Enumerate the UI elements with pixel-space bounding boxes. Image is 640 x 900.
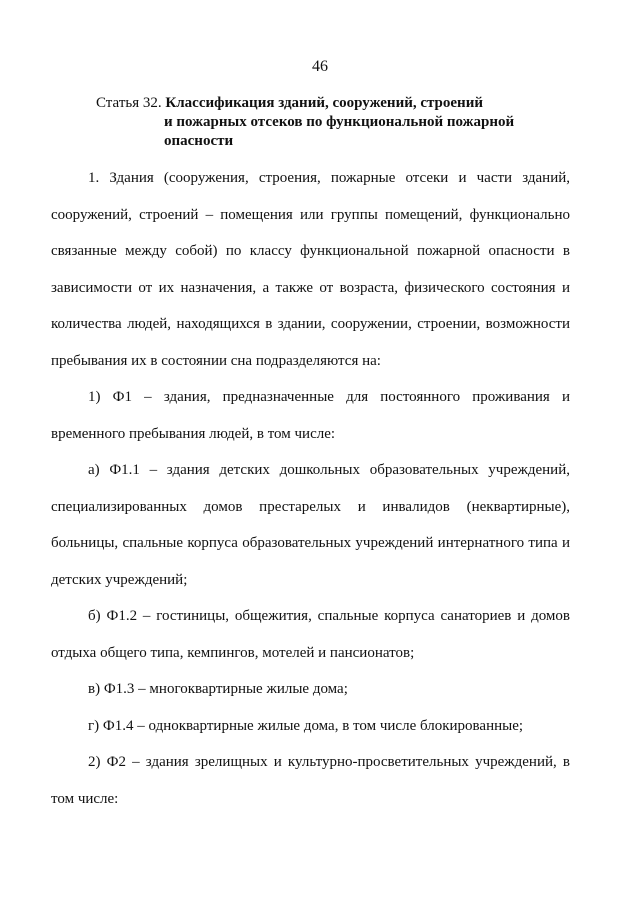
article-title-line: опасности	[164, 133, 234, 149]
paragraph-f1-2: б) Ф1.2 – гостиницы, общежития, спальные корпуса санаториев и домов отдыха общего типа, кемпингов, мотелей и пансионатов;	[51, 608, 570, 661]
article-body	[51, 160, 570, 817]
paragraph-f1-3: в) Ф1.3 – многоквартирные жилые дома;	[88, 681, 348, 697]
page-number: 46	[312, 58, 328, 75]
paragraph-f1: 1) Ф1 – здания, предназначенные для постоянного проживания и временного пребывания людей, в том числе:	[51, 389, 570, 442]
paragraph-f1-4: г) Ф1.4 – одноквартирные жилые дома, в том числе блокированные;	[88, 717, 524, 734]
paragraph-intro: 1. Здания (сооружения, строения, пожарные отсеки и части зданий, сооружений, строений – помещения или группы помещений, функционально связанные между собой) по классу функциональной пожарной опасности в зависимости от их назначения, а также от возраста, физического состояния и количества людей, находящихся в здании, сооружении, строении, возможности пребывания их в состоянии сна подразделяются на:	[51, 170, 570, 369]
paragraph-f2: 2) Ф2 – здания зрелищных и культурно-просветительных учреждений, в том числе:	[51, 754, 570, 807]
article-heading	[96, 94, 566, 151]
article-label: Статья 32.	[96, 95, 162, 111]
article-title-line: Классификация зданий, сооружений, строений	[165, 95, 483, 111]
paragraph-f1-1: а) Ф1.1 – здания детских дошкольных образовательных учреждений, специализированных домов престарелых и инвалидов (неквартирные), больницы, спальные корпуса образовательных учреждений интернатного типа и детских учреждений;	[51, 462, 570, 588]
article-title-line: и пожарных отсеков по функциональной пожарной	[164, 114, 515, 130]
